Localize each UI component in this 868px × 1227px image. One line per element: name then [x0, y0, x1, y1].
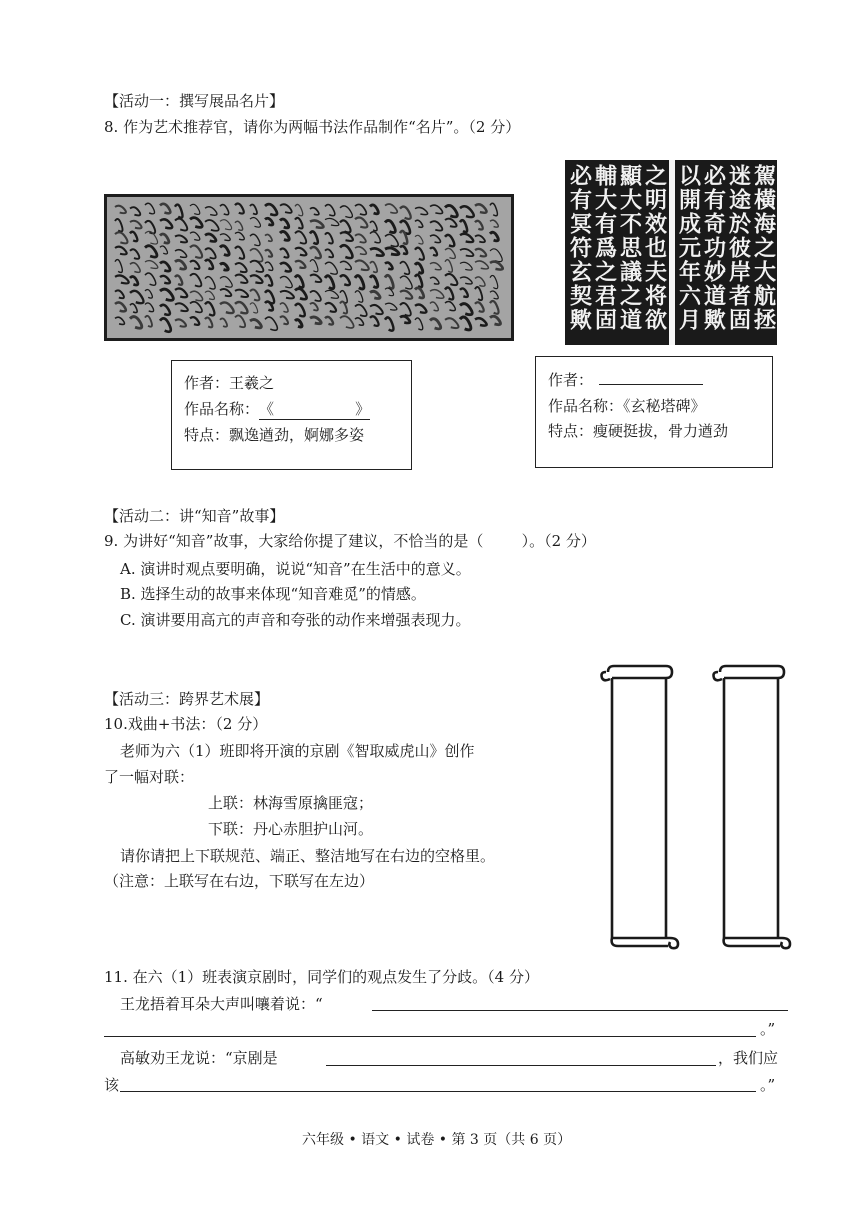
stele-right-text	[676, 164, 776, 342]
stele-column: 必有奇功妙道歟	[700, 164, 727, 332]
card2-work: 作品名称：《玄秘塔碑》	[548, 397, 706, 415]
stele-column: 顯大不思議之道	[616, 164, 643, 332]
couplet-intro-line1: 老师为六（1）班即将开演的京剧《智取威虎山》创作	[120, 742, 475, 760]
q11-answer-blank-2a[interactable]	[326, 1065, 716, 1066]
name-card-xuanmi	[535, 356, 773, 468]
stele-left-text	[567, 164, 667, 342]
card2-feature: 特点：瘦硬挺拔，骨力遒劲	[548, 422, 729, 440]
card1-work-blank[interactable]: 《 》	[259, 400, 371, 418]
page-footer: 六年级 • 语文 • 试卷 • 第 3 页（共 6 页）	[302, 1132, 572, 1148]
couplet-instruction: 请你请把上下联规范、端正、整洁地写在右边的空格里。	[120, 847, 496, 865]
stele-column: 必有冥符玄契歟	[566, 164, 593, 332]
option-c[interactable]: C. 演讲要用高亢的声音和夸张的动作来增强表现力。	[120, 611, 471, 629]
q11-line1-end: 。”	[760, 1020, 776, 1038]
xuanmi-stele-image	[565, 160, 777, 345]
card1-work-label: 作品名称：	[184, 400, 260, 418]
question-10: 10.戏曲+书法：（2 分）	[104, 715, 268, 733]
card2-author-label: 作者：	[548, 371, 594, 389]
couplet-upper: 上联：林海雪原擒匪寇；	[208, 794, 374, 812]
stele-column: 駕橫海之大航拯	[750, 164, 777, 332]
couplet-note: （注意：上联写在右边，下联写在左边）	[104, 872, 375, 890]
couplet-lower: 下联：丹心赤胆护山河。	[208, 820, 374, 838]
stele-column: 之明效也夫将欲	[641, 164, 668, 332]
card1-author: 作者：王羲之	[184, 374, 275, 392]
card2-author	[548, 369, 703, 390]
lower-couplet-scroll[interactable]	[602, 666, 679, 948]
cursive-calligraphy-image	[104, 194, 514, 341]
option-b[interactable]: B. 选择生动的故事来体现“知音难觅”的情感。	[120, 585, 426, 603]
stele-column: 輔大有爲之君固	[591, 164, 618, 332]
upper-couplet-scroll[interactable]	[714, 666, 791, 948]
card2-author-blank[interactable]	[599, 370, 703, 385]
q11-answer-blank-2b[interactable]	[120, 1091, 756, 1092]
name-card-wang-xizhi	[171, 360, 412, 470]
question-8: 8. 作为艺术推荐官，请你为两幅书法作品制作“名片”。（2 分）	[104, 118, 521, 136]
q11-line2-text: 高敏劝王龙说：“京剧是	[120, 1049, 278, 1067]
q11-line1-text: 王龙捂着耳朵大声叫嚷着说：“	[120, 995, 323, 1013]
option-a[interactable]: A. 演讲时观点要明确，说说“知音”在生活中的意义。	[120, 560, 471, 578]
couplet-intro-line2: 了一幅对联：	[104, 768, 195, 786]
question-11: 11. 在六（1）班表演京剧时，同学们的观点发生了分歧。（4 分）	[104, 968, 539, 986]
activity3-heading: 【活动三：跨界艺术展】	[104, 690, 270, 708]
stele-column: 迷途於彼岸者固	[725, 164, 752, 332]
q11-answer-blank-1b[interactable]	[104, 1036, 756, 1037]
q11-line2-mid: ，我们应	[718, 1049, 779, 1067]
stele-column: 以開成元年六月	[675, 164, 702, 332]
q11-line3-start: 该	[104, 1076, 120, 1094]
activity2-heading: 【活动二：讲“知音”故事】	[104, 507, 285, 525]
activity1-heading: 【活动一：撰写展品名片】	[104, 92, 285, 110]
q11-line3-end: 。”	[760, 1076, 776, 1094]
card1-feature: 特点：飘逸遒劲，婀娜多姿	[184, 426, 365, 444]
question-9: 9. 为讲好“知音”故事，大家给你提了建议，不恰当的是（ ）。（2 分）	[104, 532, 596, 550]
cursive-calligraphy-strokes	[107, 197, 511, 338]
couplet-scrolls	[598, 664, 798, 950]
card1-work	[184, 398, 370, 420]
q11-answer-blank-1a[interactable]	[372, 1010, 788, 1011]
